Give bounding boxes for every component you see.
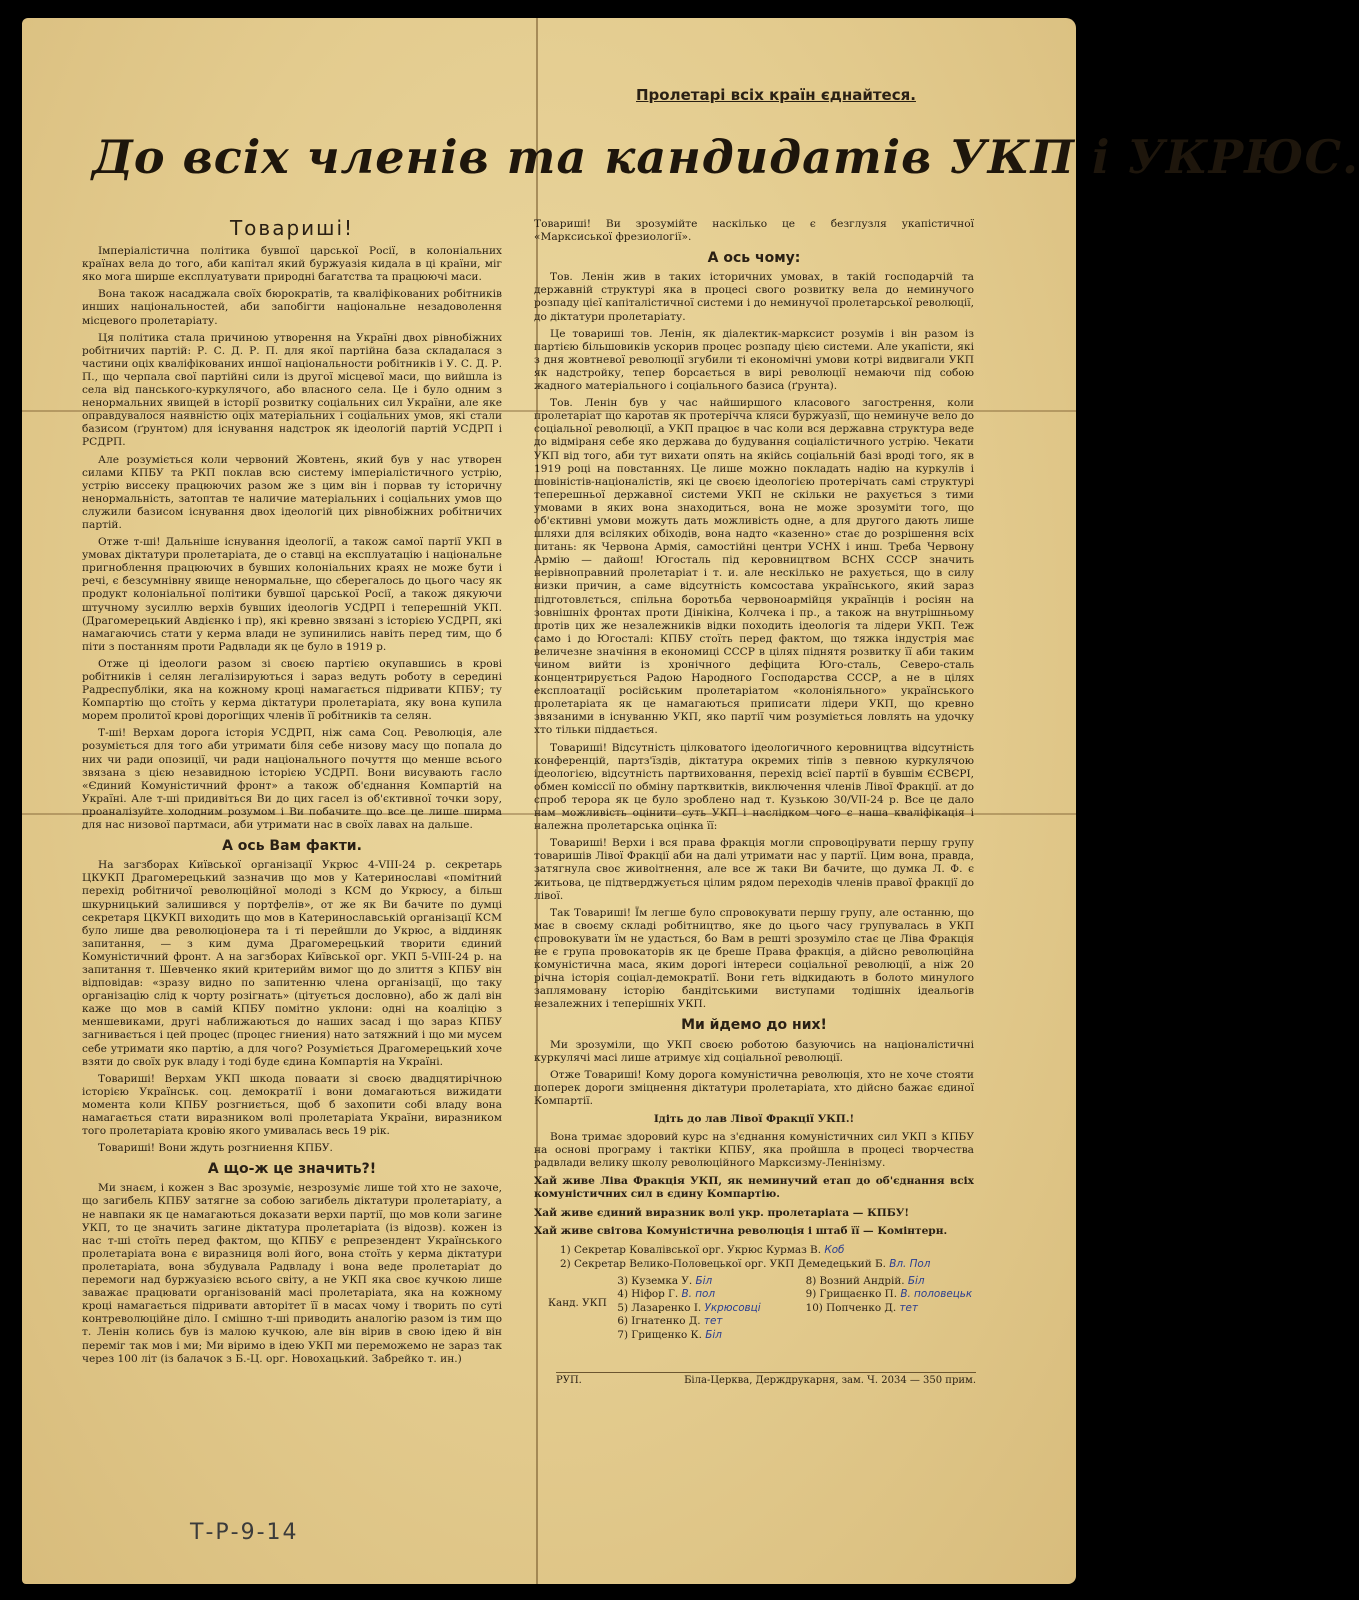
right-column [534,218,974,1342]
paragraph: Отже ці ідеологи разом зі своєю партією окупавшись в крові робітників і селян легалізируються і зараз ведуть роботу в середині Радреспубліки, яка на кожному кроці намагається підривати КПБУ; ту Компартію що стоїть у керма діктатури пролетаріата, яку вона купила морем пролитої крові дорогіщих членів її робітників та селян. [82,657,502,723]
greeting: Товариші! [229,216,355,240]
call-to-join: Ідіть до лав Лівої Фракції УКП.! [653,1113,855,1125]
headline: До всіх членів та кандидатів УКП і УКРЮС. [92,130,1359,184]
paragraph: Отже Товариші! Кому дорога комуністична революція, хто не хоче стояти поперек дороги зміцнення діктатури пролетаріата, хто дійсно бажає єдиної Компартії. [534,1068,974,1107]
handwritten-note: тет [703,1315,723,1328]
signatory [617,1302,805,1316]
paragraph: Так Товариші! Їм легше було спровокувати першу групу, але останню, що має в своєму складі робітництво, яке до цього часу групувалась в УКП спровокувати їм не удасться, бо Вам в решті зрозуміло стає це Ліва Фракція не є група провокаторів як це бреше Права фракція, а дійсно революційна комуністична маса, яким дорогі інтереси соціальної революції, а ніж 20 річна історія соціал-демократії. Вони геть відкидають в болото минулого заплямовану історію бандітськими виступами тодішніх ідеальогів незалежних і теперішніх УКП. [534,906,974,1011]
signatory [617,1315,805,1329]
signatory-name: 9) Грищаєнко П. [805,1288,901,1301]
left-paras-c [82,1182,502,1365]
footer-right: Біла-Церква, Держдрукарня, зам. Ч. 2034 — 350 прим. [684,1375,976,1386]
paragraph: Але розуміється коли червоний Жовтень, який був у нас утворен силами КПБУ та РКП поклав всю систему імперіалістичного устрію, устрію висceку працюючих разом же з цим він і порвав ту історичну ненормальність, затоптав те наличие матеріальних і соціальних умов що служили базисом існування двох ідеологій цих рівнобіжних робітничих партій. [82,453,502,531]
signatory [806,1288,974,1302]
right-paras-b [534,1039,974,1108]
print-footer [556,1372,976,1386]
archive-mark: Т-Р-9-14 [190,1520,299,1545]
candidates-col-1 [617,1275,805,1343]
slogan: Хай живе Ліва Фракція УКП, як неминучий етап до об'єднання всіх комуністичних сил в єдину Компартію. [534,1175,974,1201]
paragraph: На загзборах Київської організації Укрюс 4-VIII-24 р. секретарь ЦКУКП Драгомерецький зазначив що мов у Катеринославі «помітний перехід робітничої революційної молоді з КСМ до Укрюсу, а більш шкурницький залишився у портфелів», от же як Ви бачите по думці секретаря ЦКУКП виходить що мов в Катеринославській організації КСМ було лише два революціонера та і ті перейшли до Укрюс, а віддиняк запитання, — з ким дума Драгомерецький творити єдиний Комуністичний фронт. А на загзборах Київської орг. УКП 5-VIII-24 р. на запитання т. Шевченко який критерийм вимог що до злиття з КПБУ він відповідав: «зразу видно по запитенню члена організації, що таку організацію слід к чорту розігнать» (цітується дословно), або ж далі він каже що мов в самій КПБУ помітно уклони: одні на коаліцію з меншевиками, другі наближаються до наших засад і що зараз КПБУ загнивається і цей процес (процес гниения) нато затяжний і що ми мусем себе утримати яко партію, а для чого? Розуміється Драгомерецький хоче взяти до своїх рук владу і тоді буде єдина Компартія на Україні. [82,859,502,1068]
signatory [560,1257,974,1271]
signatory-name: 7) Грищенко К. [617,1328,706,1341]
signatory [806,1275,974,1289]
paragraph: Тов. Ленін жив в таких історичних умовах, в такій господарчій та державній структурі яка в процесі свого розвитку вела до неминучого розпаду цієї капіталістичної системи і до неминучої пролетарської революції, до діктатури пролетаріату. [534,271,974,323]
right-para-c: Вона тримає здоровий курс на з'єднання комуністичних сил УКП з КПБУ на основі програму і тактіки КПБУ, яка пройшла в процесі творчества радвлади велику школу революційного Марксизму-Ленінізму. [534,1131,974,1170]
signatory-name: 5) Лазаренко І. [617,1301,705,1314]
candidates-block [534,1275,974,1343]
slogan: Хай живе єдиний виразник волі укр. пролетаріата — КПБУ! [534,1206,910,1219]
signatory-name: 8) Возний Андрій. [805,1274,908,1287]
right-paras-a [534,271,974,1011]
paragraph: Товариші! Верхам УКП шкода поваати зі своєю двадцятирічною історією Українськ. соц. демократії і вони домагаються вижидати момента коли КПБУ розгниється, щоб б захопити собі владу вона намагається стати виразником волі пролетаріата України, виразником того пролетаріата кровію якого умивалась весь 19 рік. [82,1072,502,1138]
join-heading: Ми йдемо до них! [681,1017,827,1034]
candidates-label: Канд. УКП [548,1296,607,1309]
handwritten-note: Біл [695,1274,713,1287]
paragraph: Тов. Ленін був у час найширшого класового загострення, коли пролетаріат що каротав як протерічча кляси буржуазії, що неминуче вело до соціальної революції, а УКП працює в час коли вся державна структура веде до відміраня себе яко держава до будування соціалістичного устрію. Чекати УКП від того, аби тут вихати опять на якійсь соціальній базі вроді того, як в 1919 році на повстаннях. Це лише можно покладать надію на куркулів і шовіністів-націоналістів, які це своєю ідеологією протерічать самі структурі теперешньої державної системи УКП не скільки не рахується з тими умовами в яких вона знаходиться, вона не може зрозуміти того, що об'єктивні умови можуть дать можливість одне, а для другого дають лише шляхи для всіляких обіходів, вона надто «казенно» стає до розрішення всіх питань: як Червона Армія, самостійні центри УСНХ і инш. Треба Червону Армію — дайош! Югосталь під керовництвом ВСНХ СССР значить нерівноправний пролетаріат і т. и. але нескілько не рахується, що в силу низки причин, а саме відсутність комсостава українського, який зараз підготовлється, спільна боротьба червоноармійця українців і росіян на зовнішніх фронтах проти Дінікіна, Колчека і пр., а також на внутрішньому протів цих же незалежників відки походить ідеологія та лідери УКП. Теж само і до Югосталі: КПБУ стоїть перед фактом, що тяжка індустрія має величезне значіння в економиці СССР в цілях піднятя розвитку її аби таким чином вийти із хронічного дефіцита Юго-сталь, Северо-сталь концентрирується Радою Народного Господарства СССР, а не в цілях експлоатації російським пролетаріатом «колоніяльного» українського пролетаріата як це намагаються приписати лідери УКП, що кревно звязаними в існуванню УКП, яко партії чим розуміється ловлять на удочку хто тільки піддається. [534,397,974,737]
paragraph: Отже т-ші! Дальніше існування ідеології, а також самої партії УКП в умовах діктатури пролетаріата, де о ставці на експлуатацію і національне пригноблення працюючих в бувших колоніальних краях не може бути і речі, є безсумнівну явище ненормальне, що сберегалось до цього часу як продукт колоніальної політики бувшої царської Росії, а також дякуючи штучному зусиллю верхів бувших ідеологів УСДРП і теперешній УКП. (Драгомерецький Авдієнко і пр), які кревно звязані з історією УСДРП, які намагаючись стати у керма влади не зупинились навіть перед тим, що б піти з постанням проти Радвлади як це було в 1919 р. [82,536,502,653]
paragraph: Товариші! Вони ждуть розгниення КПБУ. [98,1142,333,1155]
handwritten-note: тет [899,1301,918,1314]
paragraph: Ми зрозуміли, що УКП своєю роботою базуючись на націоналістичні куркулячі масі лише атримує хід соціальної революції. [534,1038,974,1064]
left-paras-a [82,245,502,832]
slogan: Хай живе світова Комуністична революція і штаб її — Комінтерн. [534,1224,948,1237]
facts-heading: А ось Вам факти. [222,838,362,855]
handwritten-note: Біл [705,1328,722,1341]
what-heading: А що-ж це значить?! [207,1161,377,1178]
signatory-name: 3) Куземка У. [617,1274,696,1287]
handwritten-note: Укрюсовці [704,1301,761,1314]
handwritten-note: В. пол [681,1288,716,1301]
candidates-col-2 [806,1275,974,1343]
footer-left: РУП. [556,1375,582,1386]
signatory [806,1302,974,1316]
paragraph: Вона також насаджала своїх бюрократів, та кваліфікованих робітників инших національностей, аби запобігти національне незадоволення місцевого пролетаріату. [82,288,502,327]
signatory-name: 10) Попченко Д. [805,1301,900,1314]
signatory-name: 1) Секретар Ковалівської орг. Укрюс Курмаз В. [560,1243,825,1256]
signatory-name: 2) Секретар Велико-Половецької орг. УКП Демедецький Б. [560,1257,890,1270]
paragraph: Товариші! Верхи і вся права фракція могли спровоцірувати першу групу товаришів Лівої Фракції аби на далі утримати нас у партії. Цим вона, правда, затягнула своє живоітнення, але все ж таки Ви бачите, що думка Л. Ф. є житьова, це підтверджується цілим рядом переходів членів правої фракції до лівої. [534,837,974,902]
handwritten-note: В. половецьк [900,1288,973,1301]
paragraph: Ця політика стала причиною утворення на Україні двох рівнобіжних робітничих партій: Р. С. Д. Р. П. для якої партійна база складалася з частини оціх кваліфікованих иншої національности робітників і У. С. Д. Р. П., що черпала свої партійні сили із другої місцевої маси, що вийшла із села від панського-куркулячого, або власного села. Це і було одним з ненормальних явищей в історії розвитку соціальних сил України, але яке оправдувалося наявністю оціх матеріальних і соціальних умов, які стали базисом (ґрунтом) для існування надстрок як ідеологій партій УСДРП і РСДРП. [82,331,502,449]
paragraph: Це товариші тов. Ленін, як діалектик-марксист розумів і він разом із партією більшовиків ускорив процес розпаду цією системи. Але укапісти, які з дня жовтневої революції згубили ті економічні умови котрі видвигали УКП як надстройку, тепер борсається в вирі революції немаючи під собою жадного матеріального і соціального базиса (ґрунта). [534,327,974,393]
why-heading: А ось чому: [707,250,801,267]
handwritten-note: Вл. Пол [889,1257,931,1270]
left-column [82,216,502,1370]
paragraph: Т-ші! Верхам дорога історія УСДРП, ніж сама Соц. Революція, але розуміється для того аби утримати біля себе низову масу що попала до них чи ради опозиції, чи ради національного почуття що менше всього звязана з цією незавидною історією УСДРП. Вони висувають гасло «Єдиний Комуністичний фронт» а також об'єднання Компартій на Україні. Але т-ші придивіться Ви до цих гасел із об'єктивної точки зору, проаналізуйте холодним розумом і Ви побачите що все це лише ширма для нас низової партмаси, аби утримати нас в своїх лавах на дальше. [82,727,502,832]
signatory [560,1243,974,1257]
signatory-name: 6) Ігнатенко Д. [617,1315,704,1328]
signatory-name: 4) Ніфор Г. [617,1288,682,1301]
handwritten-note: Біл [907,1274,925,1287]
signatory [617,1288,805,1302]
slogans [534,1175,974,1237]
motto: Пролетарі всіх країн єднайтеся. [636,86,916,104]
right-intro: Товариші! Ви зрозумійте наскілько це є безглузля укапістичної «Марксиської фрезиології». [534,218,974,244]
paragraph: Ми знаєм, і кожен з Вас зрозуміє, незрозуміє лише той хто не захоче, що загибель КПБУ затягне за собою загибель діктатури пролетаріату, а не навпаки як це намагаються доказати верхи партії, що мов коли загине УКП, то це значить загине діктатура пролетаріата (із відозв). кожен із нас т-ші стоїть перед фактом, що КПБУ є репрезендент Українського пролетаріата вона є виразниця волі його, вона стоїть у керма діктатури пролетаріата, вона збудувала Радвладу і вона веде пролетаріат до перемоги над буржуазією всього світу, а не УКП яка своє кучкою лише заважає працювати організованій масі пролетаріата, яка на кожному кроці намагається підривати авторітет її в масах чому і творить по суті контреволюційне діло. І смішно т-ші приводить аналогію разом із тим що т. Ленін колись був із малою кучкою, але він вірив в свою ідею й він переміг так мов і ми; Ми віримо в ідею УКП ми переможемо не зараз так через 100 літ (із балачок з Б.-Ц. орг. Новохацький. Забрейко т. ин.) [82,1182,502,1365]
left-paras-b [82,859,502,1155]
signatory [617,1275,805,1289]
signatory [617,1329,805,1343]
secretaries-list [534,1243,974,1271]
handwritten-note: Коб [824,1243,845,1256]
paragraph: Товариші! Відсутність цілковатого ідеологичного керовництва відсутність конференцій, партз'їздів, діктатура окремих тіпів з певною куркулячою ідеологією, відсутність партвиховання, перехід всієї партії в бувшім ЄСВЄРІ, обмен коміссії по обміну партквитків, виключення членів Лівої Фракції. ат до спроб терора як це було зроблено над т. Кузькою 30/VII-24 р. Все це дало нам можливість оцінити суть УКП і наслідком чого є наша кваліфікація і належна пролетарська оцінка її: [534,741,974,833]
paragraph: Імперіалістична політика бувшої царської Росії, в колоніальних країнах вела до того, аби капітал який буржуазія кидала в ці країни, міг яко мога ширше експлуатувати природні багатства та працюючі маси. [82,245,502,284]
